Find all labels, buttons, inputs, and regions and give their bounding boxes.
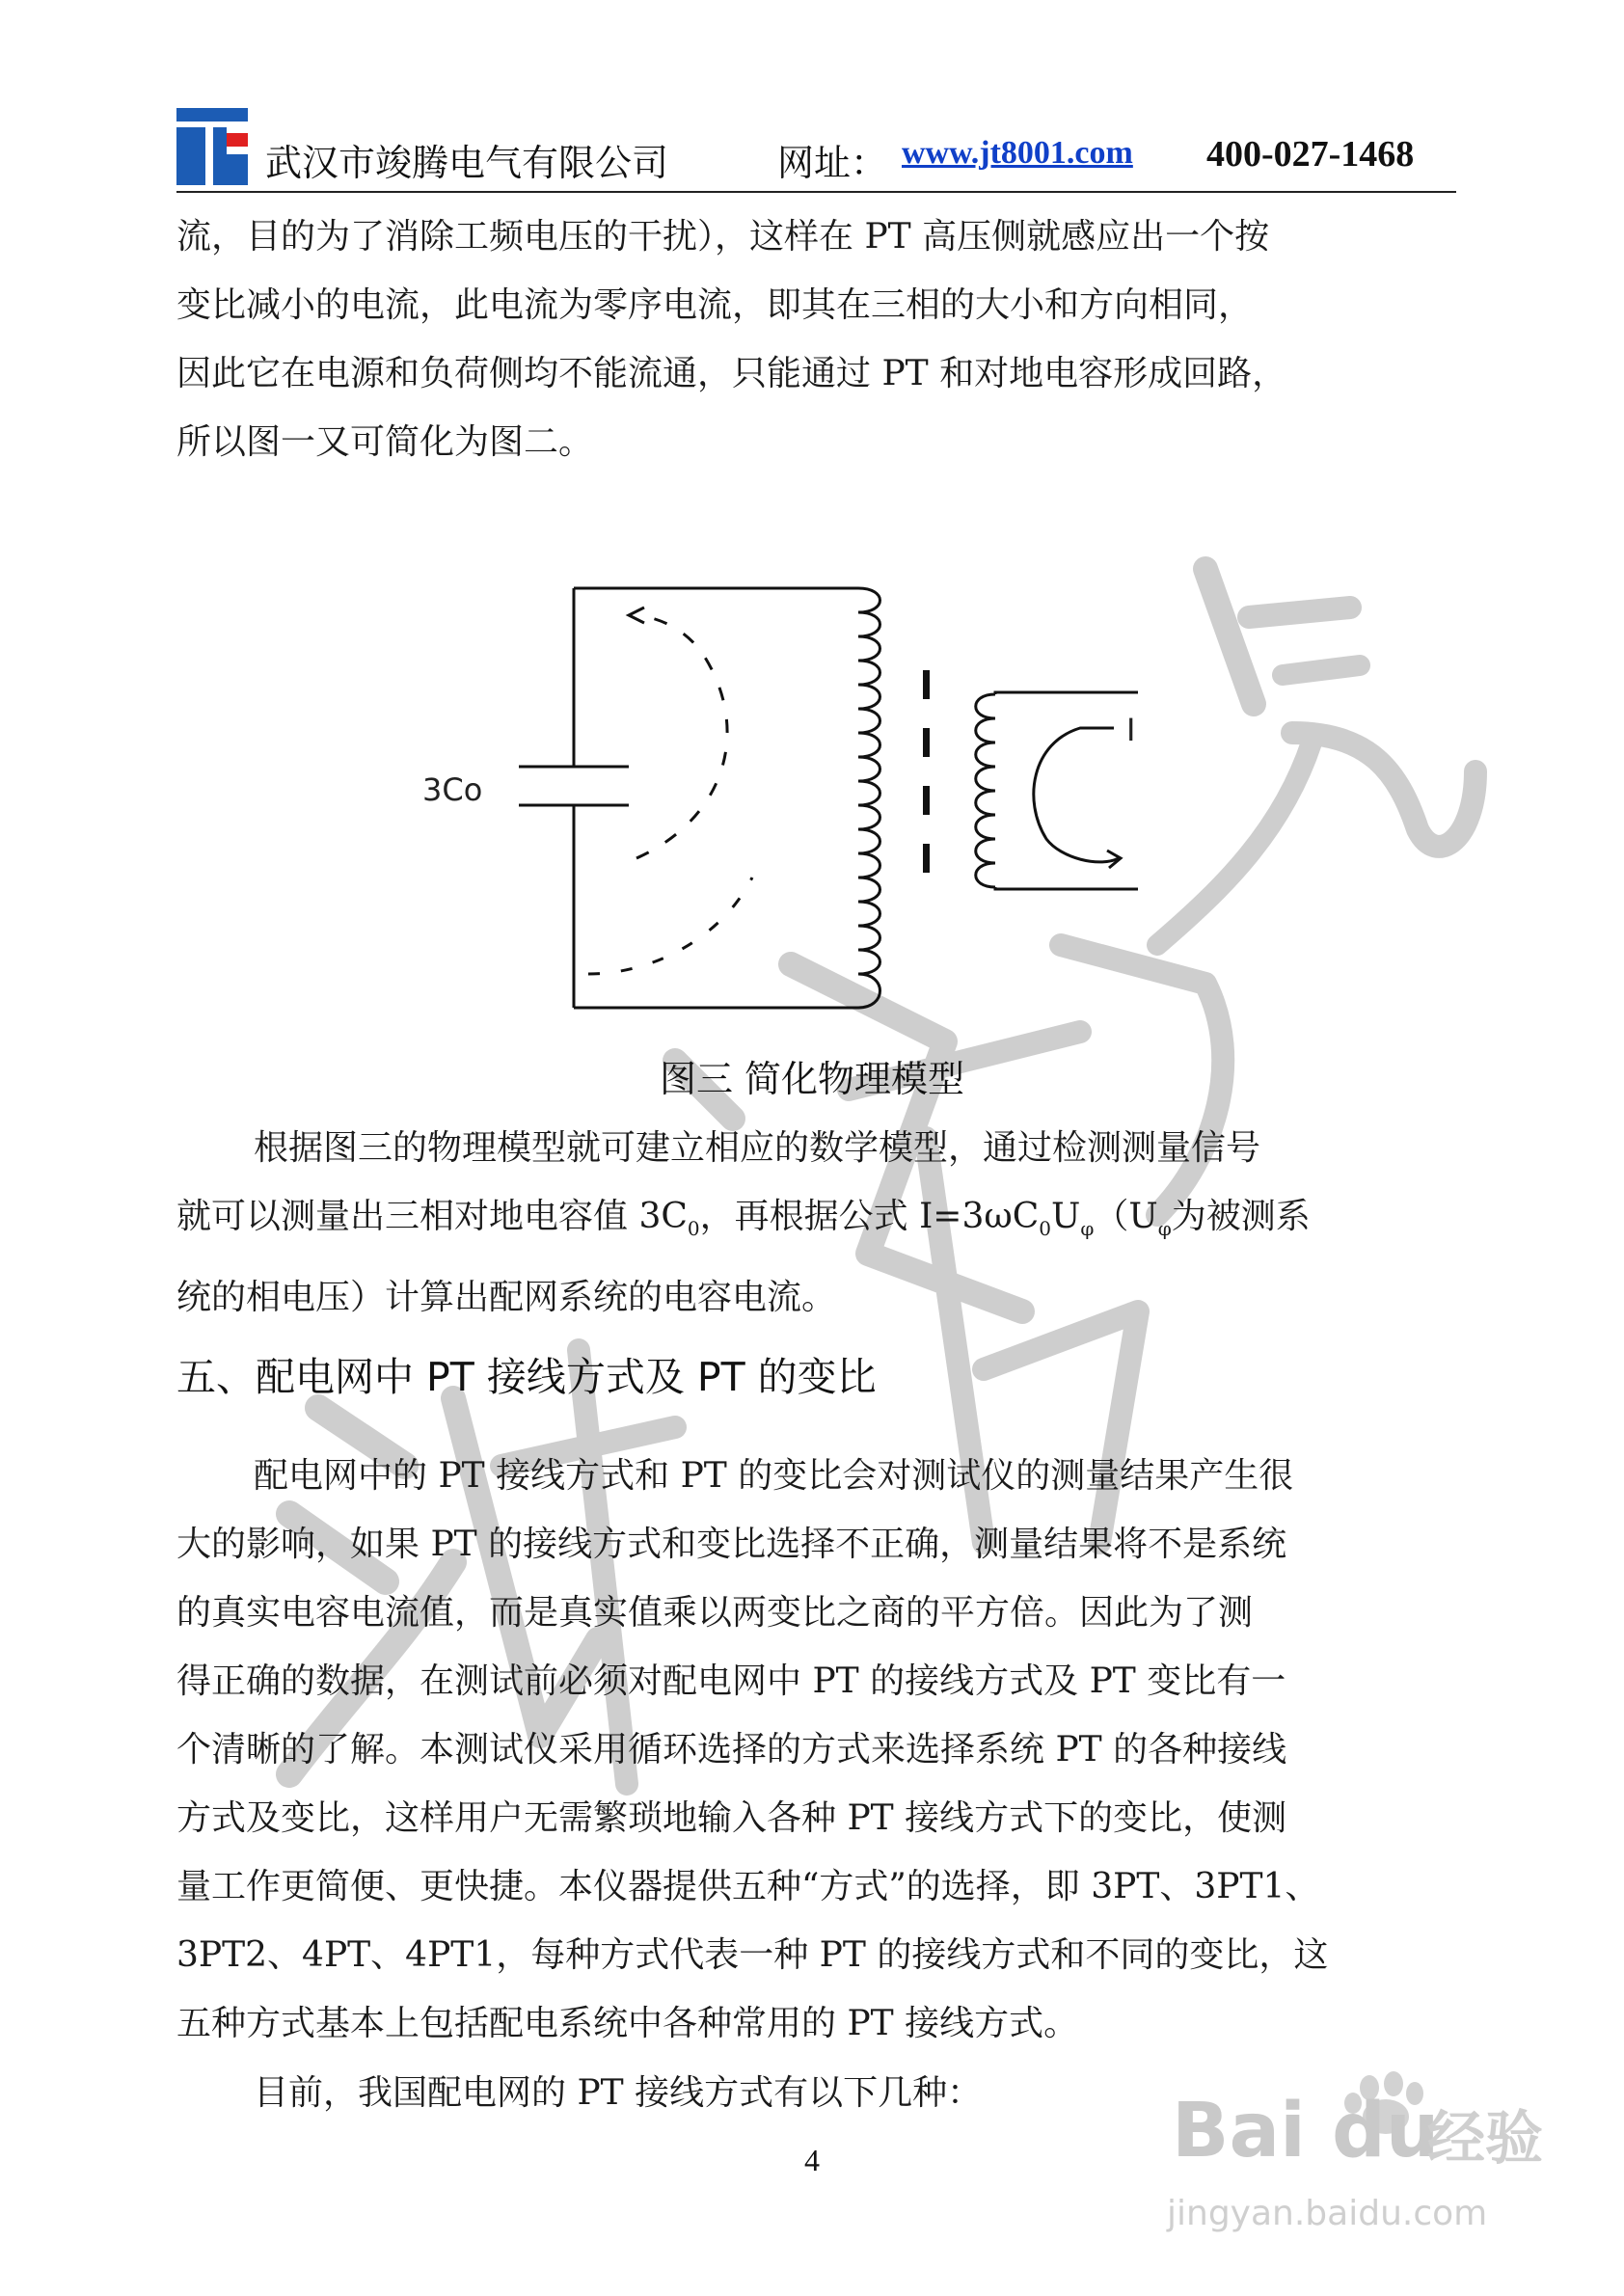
text-line: 统的相电压）计算出配网系统的电容电流。 xyxy=(176,1278,837,1318)
text-line: 所以图一又可简化为图二。 xyxy=(176,422,594,462)
text-line: 方式及变比，这样用户无需繁琐地输入各种 PT 接线方式下的变比，使测 xyxy=(176,1798,1287,1838)
secondary-coil xyxy=(976,694,995,887)
phone-number: 400-027-1468 xyxy=(1206,134,1415,175)
secondary-wire xyxy=(995,887,1138,889)
text-line: 得正确的数据，在测试前必须对配电网中 PT 的接线方式及 PT 变比有一 xyxy=(176,1661,1286,1701)
primary-current-arrow xyxy=(636,615,727,858)
baidu-url-text: jingyan.baidu.com xyxy=(1167,2194,1488,2233)
baidu-watermark-text: Bai du xyxy=(1172,2088,1440,2174)
text-line: 五种方式基本上包括配电系统中各种常用的 PT 接线方式。 xyxy=(176,2004,1079,2043)
page-header xyxy=(176,104,1456,191)
intro-paragraph xyxy=(176,203,1459,476)
header-divider xyxy=(176,191,1456,193)
formula-line: 就可以测量出三相对地电容值 $3C_0$，再根据公式 $I=3\omega C_0U_\varphi(U_\varphi$为被测系 xyxy=(176,1197,1311,1241)
transformer-core xyxy=(923,844,930,873)
website-link[interactable]: www.jt8001.com xyxy=(902,135,1133,171)
text-line: 根据图三的物理模型就可建立相应的数学模型，通过检测测量信号 xyxy=(254,1128,1261,1168)
company-logo-icon xyxy=(176,108,248,185)
text-line: 目前，我国配电网的 PT 接线方式有以下几种： xyxy=(254,2073,983,2113)
section-paragraph xyxy=(176,1442,1459,2058)
primary-coil xyxy=(858,588,880,1008)
transformer-core xyxy=(923,728,930,757)
page-number: 4 xyxy=(804,2143,820,2177)
text-line: 因此它在电源和负荷侧均不能流通，只能通过 PT 和对地电容形成回路， xyxy=(176,354,1287,393)
model-paragraph xyxy=(176,1114,1459,1332)
current-label: I xyxy=(1126,712,1136,748)
figure-caption: 图三 简化物理模型 xyxy=(659,1058,965,1100)
text-line: 3PT2、4PT、4PT1，每种方式代表一种 PT 的接线方式和不同的变比，这 xyxy=(176,1935,1329,1975)
text-line: 配电网中的 PT 接线方式和 PT 的变比会对测试仪的测量结果产生很 xyxy=(254,1456,1294,1496)
capacitor-label: 3Co xyxy=(422,771,483,808)
circuit-diagram xyxy=(405,569,1177,1022)
secondary-wire xyxy=(995,692,1138,694)
transformer-core xyxy=(923,670,930,699)
section-heading: 五、配电网中 PT 接线方式及 PT 的变比 xyxy=(176,1354,877,1400)
text-line: 量工作更简便、更快捷。本仪器提供五种“方式”的选择，即 3PT、3PT1、 xyxy=(176,1867,1320,1906)
transformer-core xyxy=(923,786,930,815)
text-line: 个清晰的了解。本测试仪采用循环选择的方式来选择系统 PT 的各种接线 xyxy=(176,1730,1287,1769)
text-line: 大的影响，如果 PT 的接线方式和变比选择不正确，测量结果将不是系统 xyxy=(176,1525,1287,1564)
website-label: 网址： xyxy=(777,142,888,184)
secondary-current-arrow xyxy=(1034,728,1119,862)
text-line: 变比减小的电流，此电流为零序电流，即其在三相的大小和方向相同， xyxy=(176,285,1254,325)
company-name: 武汉市竣腾电气有限公司 xyxy=(265,142,669,184)
text-line: 的真实电容电流值，而是真实值乘以两变比之商的平方倍。因此为了测 xyxy=(176,1593,1254,1633)
baidu-jingyan-text: 经验 xyxy=(1427,2105,1543,2173)
text-line: 流，目的为了消除工频电压的干扰），这样在 PT 高压侧就感应出一个按 xyxy=(176,217,1270,257)
